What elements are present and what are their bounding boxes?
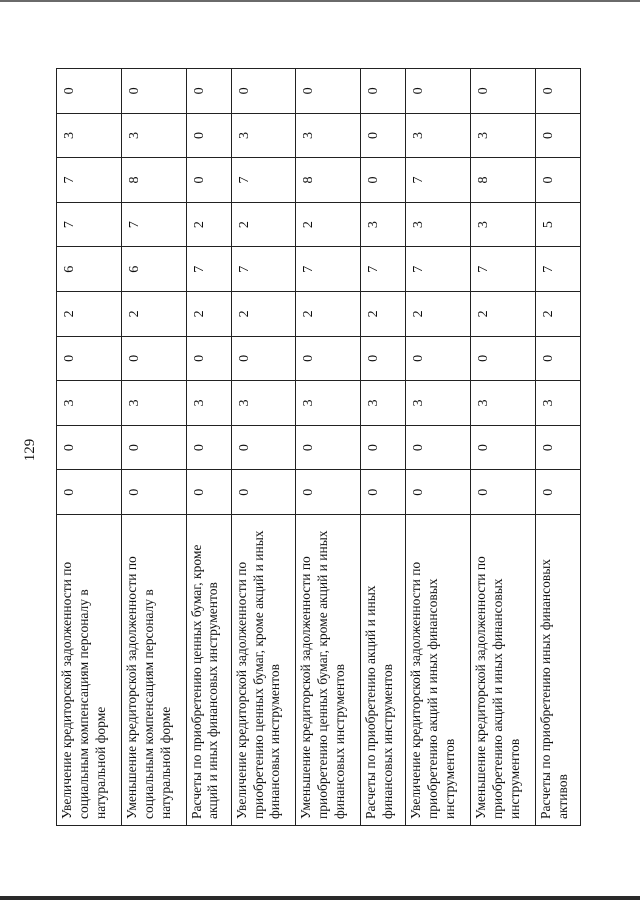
code-digit-cell: 3 <box>231 381 296 426</box>
table-row <box>57 69 122 826</box>
code-digit-cell: 3 <box>57 113 122 158</box>
code-digit-cell: 3 <box>406 381 471 426</box>
row-label: Уменьшение кредиторской задолженности по приобретению акций и иных финансовых инструментов <box>471 515 536 826</box>
code-digit-cell: 0 <box>471 336 536 381</box>
code-digit-cell: 3 <box>231 113 296 158</box>
code-digit-cell: 3 <box>406 113 471 158</box>
row-label: Увеличение кредиторской задолженности по приобретению ценных бумаг, кроме акций и иных финансовых инструментов <box>231 515 296 826</box>
code-digit-cell: 0 <box>121 425 186 470</box>
code-digit-cell: 0 <box>121 336 186 381</box>
code-digit-cell: 0 <box>406 336 471 381</box>
code-digit-cell: 0 <box>535 158 580 203</box>
code-digit-cell: 6 <box>57 247 122 292</box>
code-digit-cell: 2 <box>121 292 186 337</box>
code-digit-cell: 0 <box>186 425 231 470</box>
code-digit-cell: 0 <box>231 69 296 114</box>
code-digit-cell: 7 <box>535 247 580 292</box>
code-digit-cell: 0 <box>406 425 471 470</box>
table-body <box>57 69 581 826</box>
code-digit-cell: 3 <box>471 381 536 426</box>
code-digit-cell: 0 <box>296 336 361 381</box>
table-row <box>121 69 186 826</box>
code-digit-cell: 3 <box>121 113 186 158</box>
code-digit-cell: 0 <box>471 425 536 470</box>
code-digit-cell: 8 <box>296 158 361 203</box>
code-digit-cell: 0 <box>296 425 361 470</box>
code-digit-cell: 0 <box>361 158 406 203</box>
code-digit-cell: 3 <box>471 202 536 247</box>
code-digit-cell: 2 <box>296 292 361 337</box>
code-digit-cell: 0 <box>471 69 536 114</box>
code-digit-cell: 3 <box>186 381 231 426</box>
code-digit-cell: 2 <box>535 292 580 337</box>
table-row <box>296 69 361 826</box>
code-digit-cell: 0 <box>186 113 231 158</box>
code-digit-cell: 3 <box>296 381 361 426</box>
code-digit-cell: 3 <box>361 381 406 426</box>
code-digit-cell: 7 <box>121 202 186 247</box>
code-digit-cell: 0 <box>361 69 406 114</box>
code-digit-cell: 0 <box>57 470 122 515</box>
code-digit-cell: 0 <box>231 470 296 515</box>
code-digit-cell: 3 <box>361 202 406 247</box>
code-digit-cell: 0 <box>296 470 361 515</box>
code-digit-cell: 0 <box>121 470 186 515</box>
code-digit-cell: 2 <box>231 292 296 337</box>
table-row <box>406 69 471 826</box>
code-digit-cell: 5 <box>535 202 580 247</box>
row-label: Расчеты по приобретению иных финансовых активов <box>535 515 580 826</box>
code-digit-cell: 0 <box>535 470 580 515</box>
code-digit-cell: 7 <box>361 247 406 292</box>
code-digit-cell: 7 <box>296 247 361 292</box>
scan-edge-bottom <box>0 896 640 900</box>
page-number: 129 <box>22 438 38 462</box>
code-digit-cell: 0 <box>361 113 406 158</box>
code-digit-cell: 7 <box>57 202 122 247</box>
code-digit-cell: 0 <box>406 470 471 515</box>
code-digit-cell: 0 <box>57 336 122 381</box>
code-digit-cell: 3 <box>471 113 536 158</box>
code-digit-cell: 3 <box>535 381 580 426</box>
code-digit-cell: 0 <box>535 336 580 381</box>
code-digit-cell: 2 <box>296 202 361 247</box>
code-digit-cell: 3 <box>296 113 361 158</box>
code-digit-cell: 2 <box>406 292 471 337</box>
scan-edge-top <box>0 0 640 2</box>
code-digit-cell: 0 <box>535 69 580 114</box>
code-digit-cell: 2 <box>186 202 231 247</box>
code-digit-cell: 0 <box>535 425 580 470</box>
code-digit-cell: 8 <box>471 158 536 203</box>
code-digit-cell: 2 <box>471 292 536 337</box>
code-digit-cell: 7 <box>231 158 296 203</box>
code-digit-cell: 7 <box>186 247 231 292</box>
table-row <box>361 69 406 826</box>
rotated-table-container <box>56 68 581 826</box>
code-digit-cell: 0 <box>535 113 580 158</box>
table-row <box>471 69 536 826</box>
code-digit-cell: 7 <box>471 247 536 292</box>
row-label: Уменьшение кредиторской задолженности по социальным компенсациям персоналу в натуральной форме <box>121 515 186 826</box>
row-label: Увеличение кредиторской задолженности по социальным компенсациям персоналу в натуральной форме <box>57 515 122 826</box>
code-digit-cell: 6 <box>121 247 186 292</box>
row-label: Уменьшение кредиторской задолженности по приобретению ценных бумаг, кроме акций и иных финансовых инструментов <box>296 515 361 826</box>
code-digit-cell: 0 <box>231 336 296 381</box>
code-digit-cell: 8 <box>121 158 186 203</box>
table-row <box>535 69 580 826</box>
code-digit-cell: 0 <box>57 69 122 114</box>
code-digit-cell: 7 <box>57 158 122 203</box>
code-digit-cell: 0 <box>186 69 231 114</box>
code-digit-cell: 2 <box>361 292 406 337</box>
code-digit-cell: 7 <box>406 158 471 203</box>
code-digit-cell: 0 <box>186 470 231 515</box>
code-digit-cell: 0 <box>121 69 186 114</box>
code-digit-cell: 0 <box>231 425 296 470</box>
code-digit-cell: 2 <box>231 202 296 247</box>
row-label: Расчеты по приобретению акций и иных финансовых инструментов <box>361 515 406 826</box>
code-digit-cell: 0 <box>186 158 231 203</box>
code-digit-cell: 0 <box>361 470 406 515</box>
code-digit-cell: 3 <box>57 381 122 426</box>
account-codes-table <box>56 68 581 826</box>
code-digit-cell: 2 <box>57 292 122 337</box>
code-digit-cell: 0 <box>296 69 361 114</box>
code-digit-cell: 0 <box>361 425 406 470</box>
code-digit-cell: 3 <box>121 381 186 426</box>
code-digit-cell: 3 <box>406 202 471 247</box>
code-digit-cell: 0 <box>406 69 471 114</box>
code-digit-cell: 2 <box>186 292 231 337</box>
row-label: Увеличение кредиторской задолженности по приобретению акций и иных финансовых инструментов <box>406 515 471 826</box>
code-digit-cell: 0 <box>57 425 122 470</box>
row-label: Расчеты по приобретению ценных бумаг, кроме акций и иных финансовых инструментов <box>186 515 231 826</box>
code-digit-cell: 0 <box>471 470 536 515</box>
table-row <box>231 69 296 826</box>
code-digit-cell: 7 <box>406 247 471 292</box>
code-digit-cell: 0 <box>361 336 406 381</box>
code-digit-cell: 0 <box>186 336 231 381</box>
table-row <box>186 69 231 826</box>
code-digit-cell: 7 <box>231 247 296 292</box>
